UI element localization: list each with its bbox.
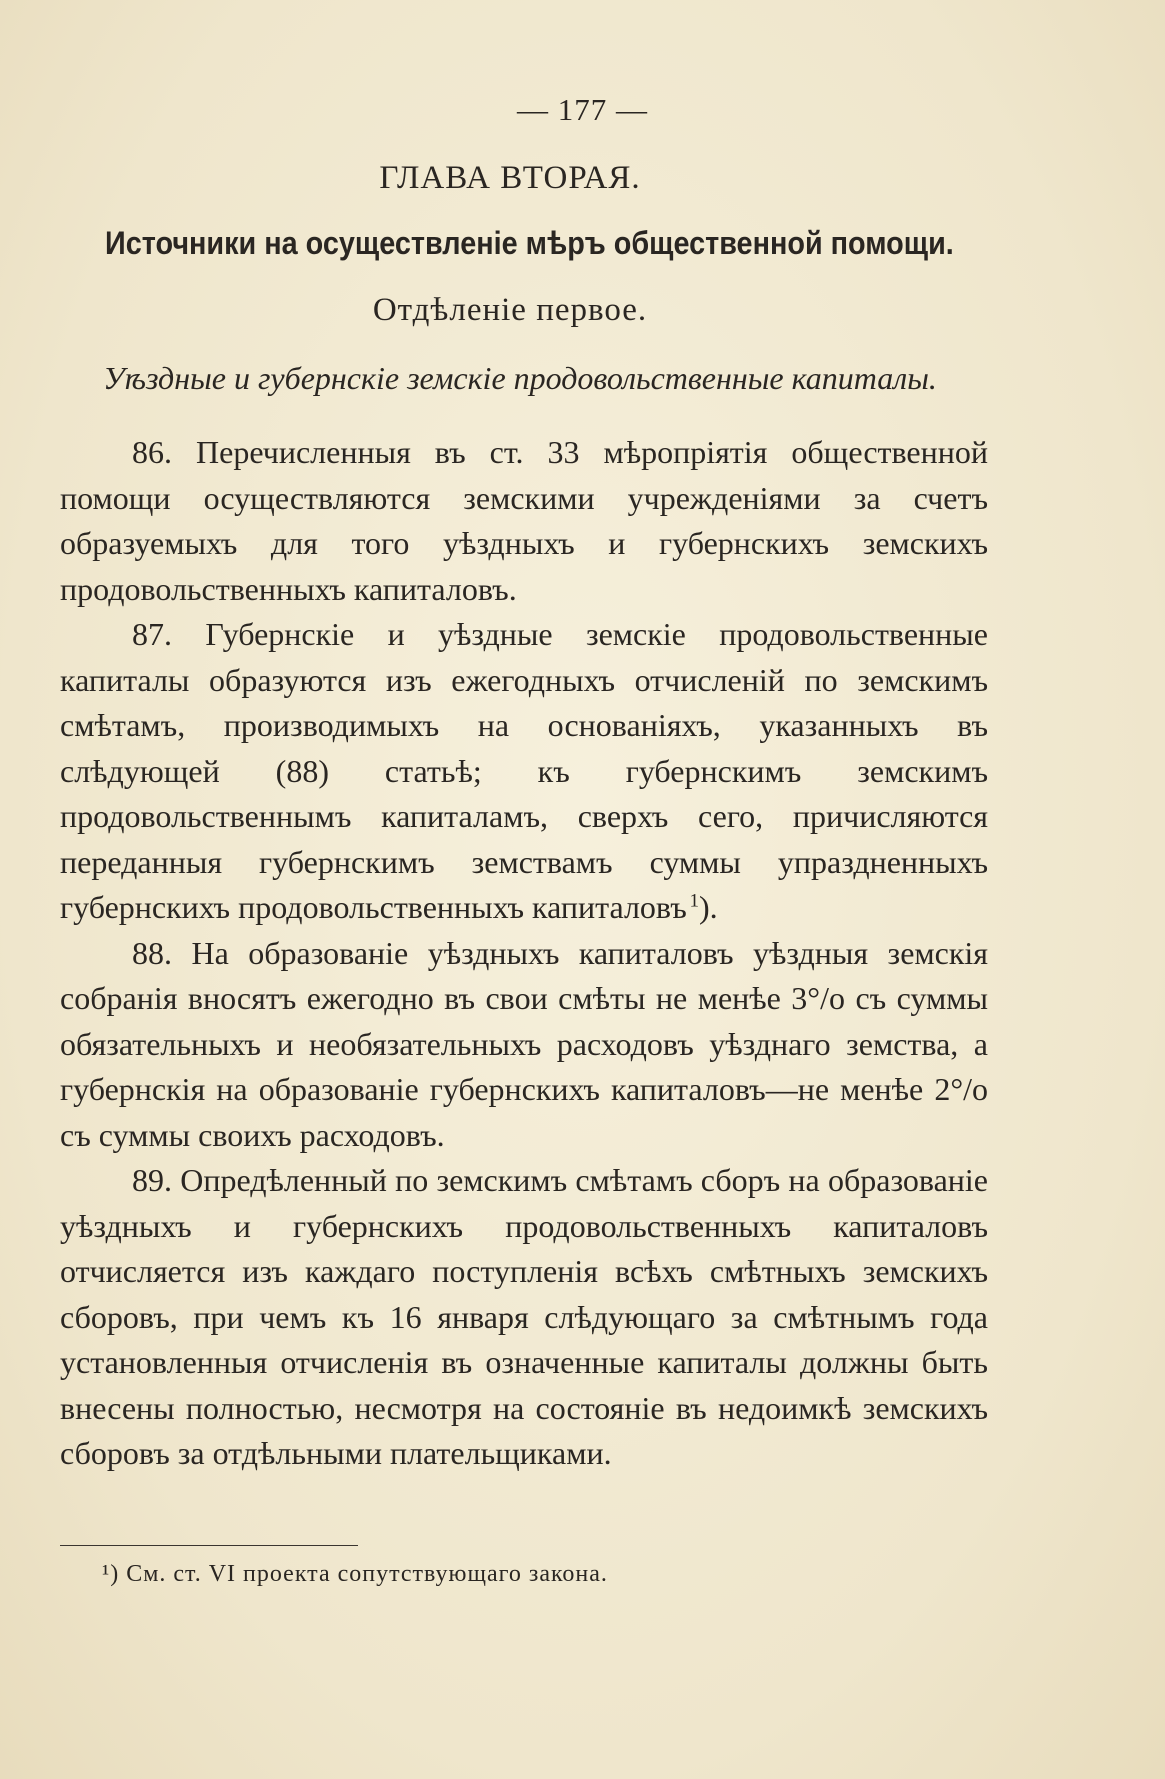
chapter-title: ГЛАВА ВТОРАЯ. — [379, 160, 641, 196]
body-text — [60, 430, 988, 1477]
article-text: Перечисленныя въ ст. 33 мѣропріятія общественной помощи осуществляются земскими учрежденіями за счетъ образуемыхъ для того уѣздныхъ и губернскихъ земскихъ продовольственныхъ капиталовъ. — [60, 434, 989, 607]
section-title: Источники на осуществленіе мѣръ общественной помощи. — [105, 225, 954, 261]
article-text: Опредѣленный по земскимъ смѣтамъ сборъ на образованіе уѣздныхъ и губернскихъ продовольственныхъ капиталовъ отчисляется изъ каждаго поступленія всѣхъ смѣтныхъ земскихъ сборовъ, при чемъ къ 16 января слѣдующаго за смѣтнымъ года установленныя отчисленія въ означенные капиталы должны быть внесены полностью, несмотря на состояніе въ недоимкѣ земскихъ сборовъ за отдѣльными плательщиками. — [60, 1162, 989, 1471]
division-title: Отдѣленіе первое. — [372, 292, 648, 328]
article-text: Губернскіе и уѣздные земскіе продовольственные капиталы образуются изъ ежегодныхъ отчисленій по земскимъ смѣтамъ, производимыхъ на основаніяхъ, указанныхъ въ слѣдующей (88) статьѣ; къ губернскимъ земскимъ продовольственнымъ капиталамъ, сверхъ сего, причисляются переданныя губернскимъ земствамъ суммы упраздненныхъ губернскихъ продовольственныхъ капиталовъ — [60, 616, 988, 925]
subsection-title: Уѣздные и губернскіе земскіе продовольственные капиталы. — [103, 360, 937, 396]
article-87 — [60, 612, 988, 931]
page-number: — 177 — — [517, 92, 648, 127]
footnote-reference[interactable]: 1 — [689, 890, 699, 912]
article-89 — [60, 1158, 988, 1477]
footnote-text: См. ст. VI проекта сопутствующаго закона. — [126, 1561, 608, 1587]
article-number: 86. — [132, 434, 172, 470]
footnote-marker: ¹) — [102, 1561, 120, 1587]
footnote — [102, 1561, 922, 1588]
article-text: На образованіе уѣздныхъ капиталовъ уѣздныя земскія собранія вносятъ ежегодно въ свои смѣты не менѣе 3°/o съ суммы обязательныхъ и необязательныхъ расходовъ уѣзднаго земства, а губернскія на образованіе губернскихъ капиталовъ—не менѣе 2°/o съ суммы своихъ расходовъ. — [60, 934, 989, 1153]
article-number: 89. — [132, 1162, 172, 1198]
article-text-tail: ). — [698, 889, 718, 925]
footnote-divider — [60, 1545, 358, 1546]
article-88 — [60, 931, 988, 1159]
article-number: 88. — [132, 934, 172, 971]
article-86 — [60, 430, 988, 612]
article-number: 87. — [132, 616, 172, 652]
